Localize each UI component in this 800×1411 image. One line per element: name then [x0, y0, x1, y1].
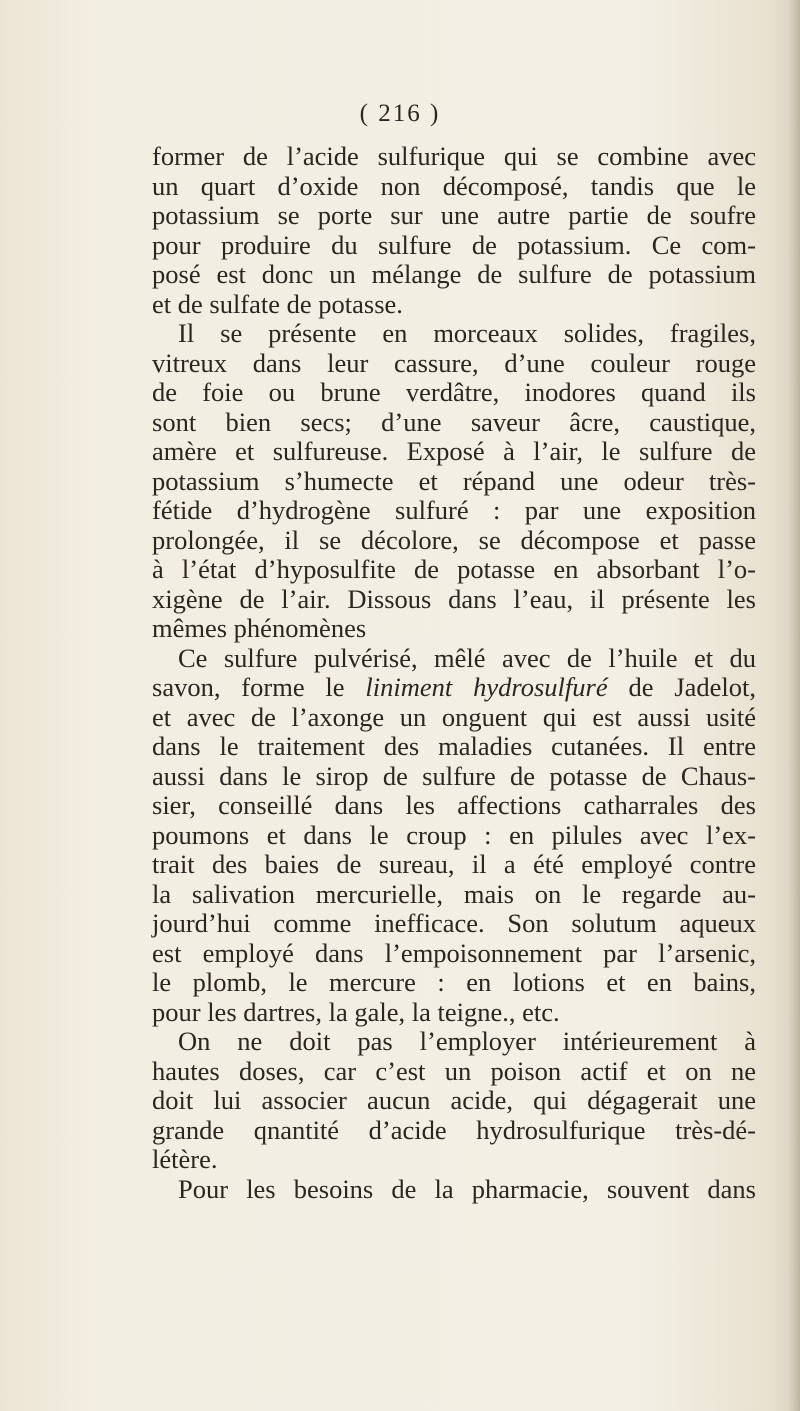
text-line: aussi dans le sirop de sulfure de potasse de Chaus- — [152, 760, 756, 791]
text-line: prolongée, il se décolore, se décompose et passe — [152, 524, 756, 555]
text-line: Ce sulfure pulvérisé, mêlé avec de l’huile et du — [178, 642, 756, 673]
text-line: un quart d’oxide non décomposé, tandis que le — [152, 170, 756, 201]
text-line: Il se présente en morceaux solides, fragiles, — [178, 318, 756, 348]
text-line: potassium se porte sur une autre partie de soufre — [152, 200, 756, 230]
text-line: hautes doses, car c’est un poison actif et on ne — [152, 1055, 756, 1086]
body-text — [152, 142, 756, 1204]
text-line: Pour les besoins de la pharmacie, souvent dans — [178, 1173, 756, 1204]
text-line: létère. — [152, 1144, 218, 1174]
text-line: sont bien secs; d’une saveur âcre, caustique, — [152, 406, 756, 437]
text-line: la salivation mercurielle, mais on le regarde au- — [152, 878, 756, 909]
text-segment: savon, forme le — [152, 672, 366, 702]
text-line — [152, 673, 756, 703]
text-line: le plomb, le mercure : en lotions et en bains, — [152, 967, 756, 997]
text-line: pour produire du sulfure de potassium. Ce com- — [152, 229, 756, 260]
text-line: trait des baies de sureau, il a été employé contre — [152, 849, 756, 879]
text-line: fétide d’hydrogène sulfuré : par une exposition — [152, 495, 756, 525]
page-edge — [786, 0, 800, 1411]
text-line: poumons et dans le croup : en pilules avec l’ex- — [152, 819, 756, 850]
text-line: et de sulfate de potasse. — [152, 288, 403, 319]
italic-term: liniment hydrosulfuré — [365, 672, 608, 702]
text-line: xigène de l’air. Dissous dans l’eau, il présente les — [152, 583, 756, 614]
text-line: jourd’hui comme inefficace. Son solutum aqueux — [152, 908, 756, 938]
text-line: et avec de l’axonge un onguent qui est aussi usité — [152, 701, 756, 732]
text-line: vitreux dans leur cassure, d’une couleur rouge — [152, 347, 756, 378]
text-line: amère et sulfureuse. Exposé à l’air, le sulfure de — [152, 436, 756, 466]
text-line: dans le traitement des maladies cutanées. Il entre — [152, 731, 756, 761]
text-line: est employé dans l’empoisonnement par l’arsenic, — [152, 937, 756, 968]
text-line: à l’état d’hyposulfite de potasse en absorbant l’o- — [152, 554, 756, 584]
text-line: mêmes phénomènes — [152, 613, 367, 643]
text-line: de foie ou brune verdâtre, inodores quand ils — [152, 377, 756, 407]
text-line: On ne doit pas l’employer intérieurement à — [178, 1026, 756, 1056]
text-line: doit lui associer aucun acide, qui dégagerait une — [152, 1085, 756, 1115]
page-number: ( 216 ) — [359, 100, 441, 127]
text-segment: de Jadelot, — [607, 672, 757, 702]
text-line: sier, conseillé dans les affections catharrales des — [152, 790, 756, 820]
text-line: potassium s’humecte et répand une odeur très- — [152, 465, 756, 496]
text-line: pour les dartres, la gale, la teigne., etc. — [152, 996, 560, 1027]
text-line: former de l’acide sulfurique qui se combine avec — [152, 141, 756, 171]
text-line: posé est donc un mélange de sulfure de potassium — [152, 259, 756, 289]
text-line: grande qnantité d’acide hydrosulfurique très-dé- — [152, 1114, 756, 1145]
